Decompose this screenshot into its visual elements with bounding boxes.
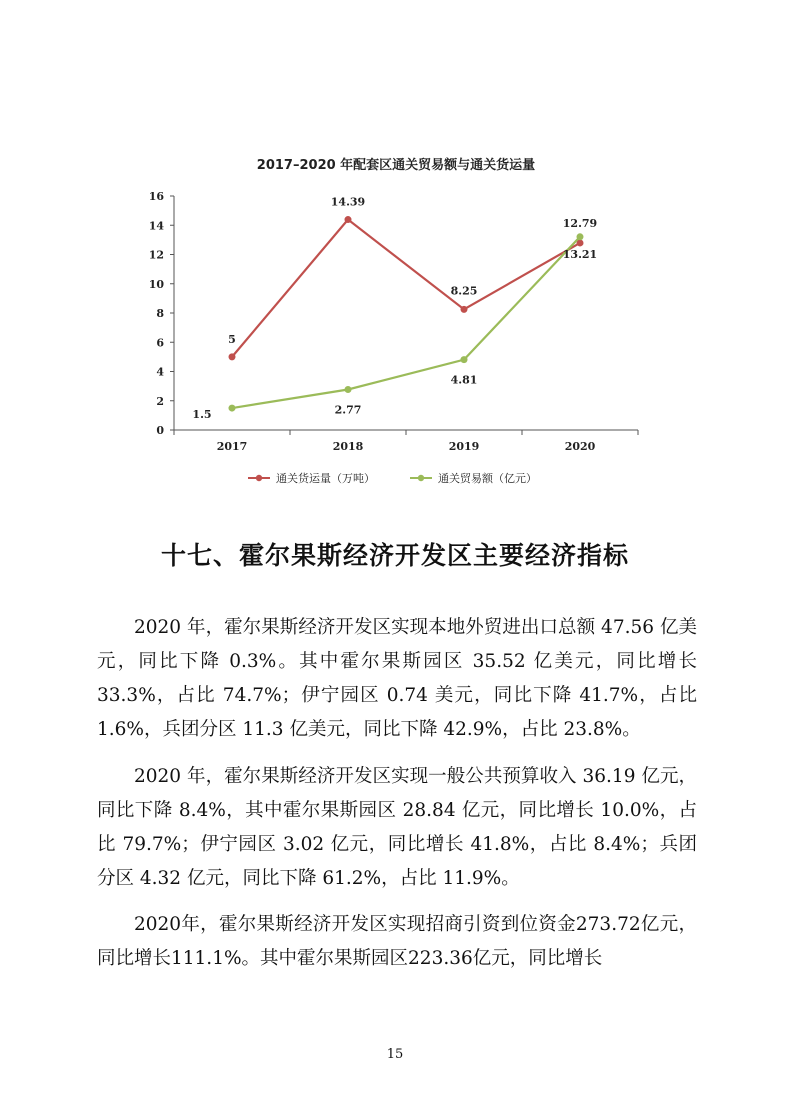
y-tick-label: 8 — [156, 307, 164, 320]
data-label: 5 — [228, 332, 236, 346]
data-label: 8.25 — [450, 284, 478, 298]
y-tick-label: 4 — [156, 365, 164, 379]
legend-label-2: 通关贸易额（亿元） — [438, 472, 537, 485]
series-2-point — [461, 356, 468, 363]
x-tick-label: 2020 — [564, 440, 596, 453]
series-1-point — [345, 216, 352, 223]
data-label: 1.5 — [192, 408, 212, 422]
x-tick-label: 2019 — [448, 440, 480, 453]
paragraph-budget: 2020 年，霍尔果斯经济开发区实现一般公共预算收入 36.19 亿元，同比下降 8.4%，其中霍尔果斯园区 28.84 亿元，同比增长 10.0%，占比 79.7%；伊宁园区 3.02 亿元，同比增长 41.8%，占比 8.4%；兵团分区 4.32 亿元，同比下降 61.2%，占比 11.9%。 — [97, 766, 697, 889]
series-line-2 — [232, 237, 580, 408]
legend-marker-2 — [418, 475, 424, 481]
y-tick-label: 16 — [148, 190, 164, 203]
data-label: 13.21 — [562, 247, 598, 261]
chart-series — [229, 216, 584, 412]
x-tick-label: 2018 — [332, 440, 364, 453]
data-label: 14.39 — [330, 195, 366, 209]
paragraph-investment: 2020年，霍尔果斯经济开发区实现招商引资到位资金273.72亿元，同比增长111.1%。其中霍尔果斯园区223.36亿元，同比增长 — [97, 914, 697, 969]
legend-marker-1 — [256, 475, 262, 481]
series-line-1 — [232, 220, 580, 357]
y-tick-label: 0 — [156, 424, 164, 437]
y-tick-label: 14 — [148, 219, 164, 233]
chart-data-labels — [192, 196, 597, 422]
chart-legend — [248, 471, 537, 485]
series-1-point — [229, 353, 236, 360]
data-label: 12.79 — [562, 216, 598, 230]
series-1-point — [461, 306, 468, 313]
y-tick-label: 10 — [148, 277, 164, 291]
page-number: 15 — [386, 1047, 404, 1062]
series-2-point — [577, 233, 584, 240]
line-chart — [140, 148, 650, 503]
y-tick-label: 6 — [156, 336, 164, 350]
series-2-point — [229, 405, 236, 412]
y-tick-label: 2 — [156, 394, 164, 408]
y-tick-label: 12 — [148, 248, 164, 262]
section-heading: 十七、霍尔果斯经济开发区主要经济指标 — [160, 541, 629, 570]
x-tick-label: 2017 — [216, 440, 248, 453]
data-label: 4.81 — [450, 373, 478, 387]
chart-title: 2017–2020 年配套区通关贸易额与通关货运量 — [256, 158, 536, 173]
paragraph-trade: 2020 年，霍尔果斯经济开发区实现本地外贸进出口总额 47.56 亿美元，同比下降 0.3%。其中霍尔果斯园区 35.52 亿美元，同比增长 33.3%，占比 74.7%；伊宁园区 0.74 美元，同比下降 41.7%，占比 1.6%，兵团分区 11.3 亿美元，同比下降 42.9%，占比 23.8%。 — [97, 617, 697, 740]
legend-label-1: 通关货运量（万吨） — [276, 472, 375, 485]
data-label: 2.77 — [334, 403, 362, 417]
series-2-point — [345, 386, 352, 393]
